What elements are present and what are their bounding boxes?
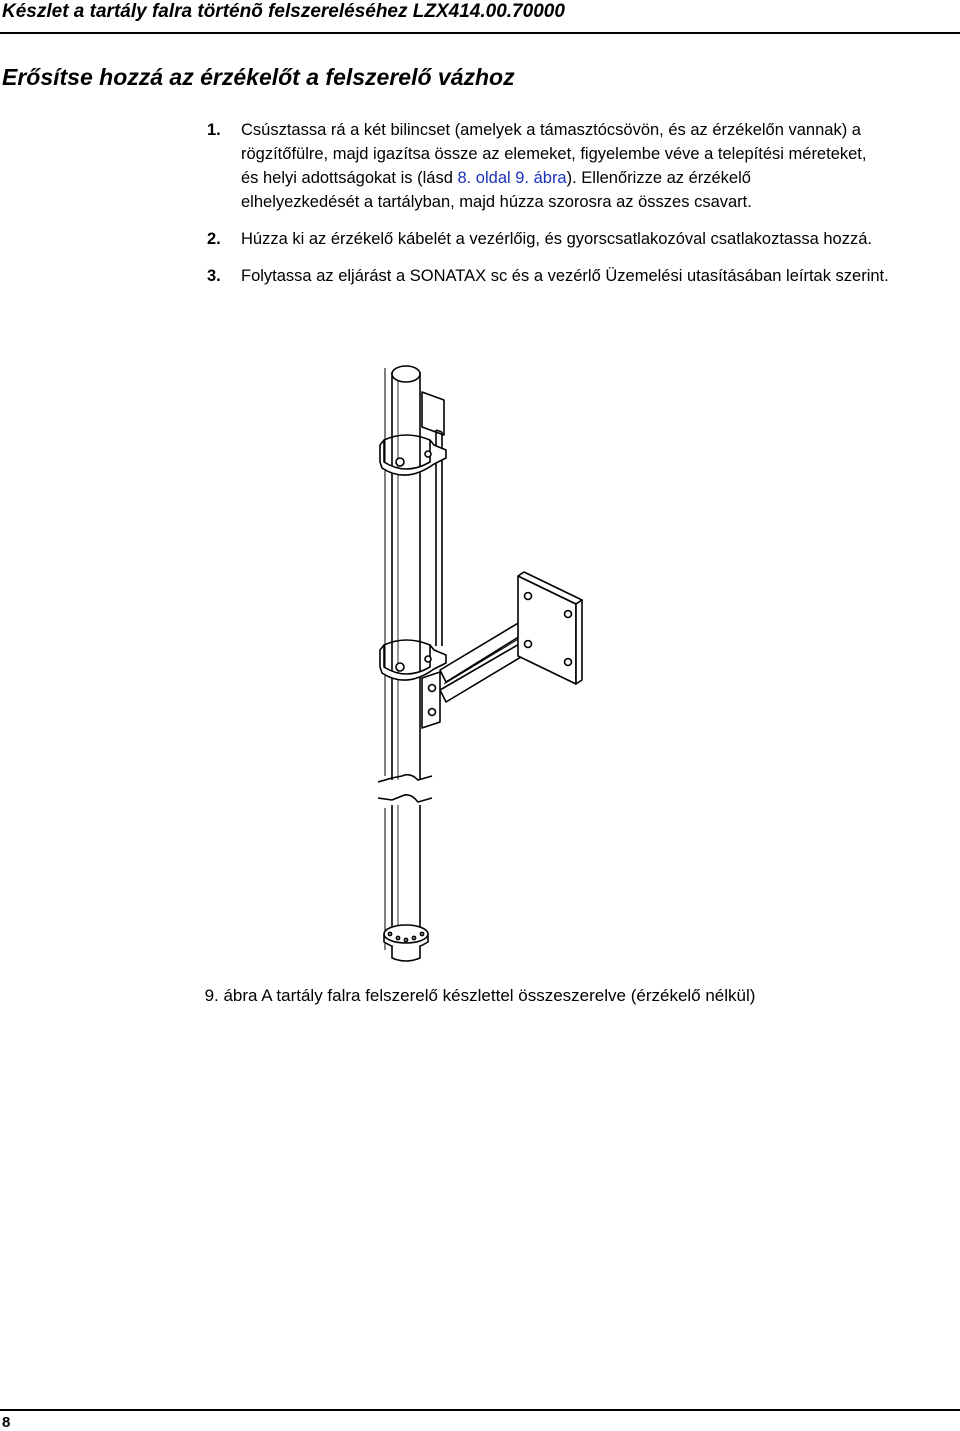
wall-mounting-plate [518,572,582,684]
running-header [0,0,960,34]
running-header-title: Készlet a tartály falra történõ felszereléséhez LZX414.00.70000 [2,1,565,22]
mounting-kit-illustration [340,350,600,980]
step-1-line-3 [241,169,751,187]
step-1-line-2: rögzítőfülre, majd igazítsa össze az elemeket, figyelembe véve a telepítési méreteket, [241,145,867,163]
step-2 [0,227,960,251]
mounting-bar [422,392,444,646]
step-2-text: Húzza ki az érzékelő kábelét a vezérlőig, és gyorscsatlakozóval csatlakoztassa hozzá. [241,230,872,248]
step-1-line-3-end: ). Ellenőrizze az érzékelő [566,169,751,187]
step-3-text: Folytassa az eljárást a SONATAX sc és a vezérlő Üzemelési utasításában leírtak szerint. [241,267,889,285]
step-number: 2. [207,230,221,248]
instruction-steps [0,118,960,288]
base-flange [384,925,428,961]
step-1 [0,118,960,214]
step-3 [0,264,960,288]
support-tube [385,366,420,950]
step-1-line-4: elhelyezkedését a tartályban, majd húzza szorosra az összes csavart. [241,193,752,211]
page-number: 8 [2,1414,11,1431]
footer-rule [0,1409,960,1411]
tube-break-marks [378,775,432,802]
section-title: Erősítse hozzá az érzékelőt a felszerelő vázhoz [2,64,515,90]
step-1-line-1: Csúsztassa rá a két bilincset (amelyek a támasztócsövön, és az érzékelőn vannak) a [241,121,861,139]
step-number: 3. [207,267,221,285]
figure-caption: 9. ábra A tartály falra felszerelő készlettel összeszerelve (érzékelő nélkül) [204,986,756,1005]
step-number: 1. [207,121,221,139]
step-1-line-3-start: és helyi adottságokat is (lásd [241,169,458,187]
figure-reference-link[interactable]: 8. oldal 9. ábra [457,169,567,187]
